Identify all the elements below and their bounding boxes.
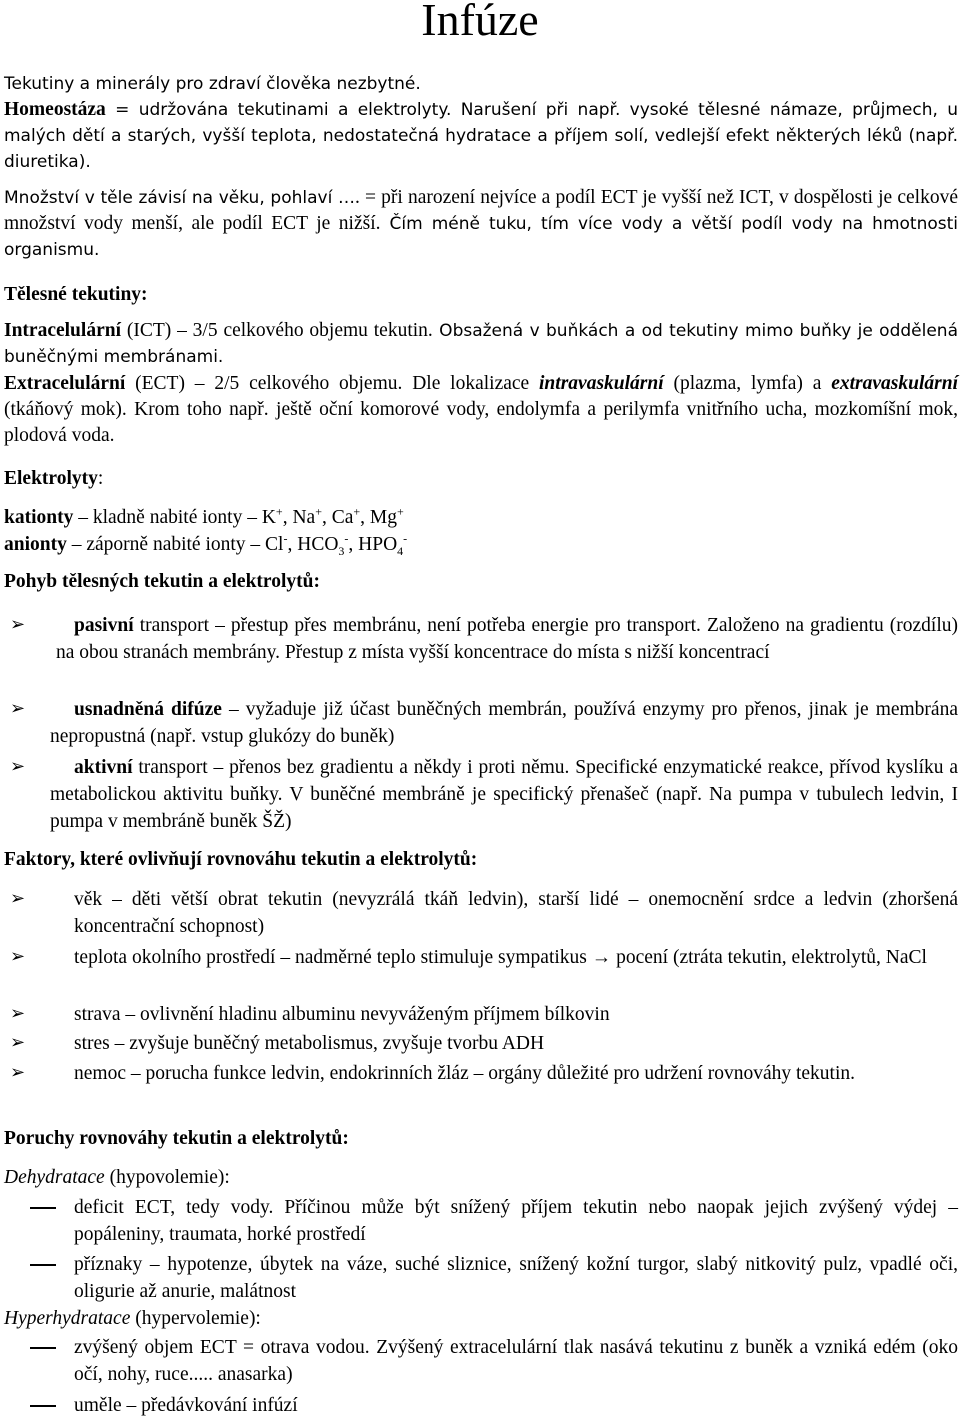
- charge-minus: -: [344, 531, 349, 546]
- charge-minus: -: [403, 531, 408, 546]
- dash-bullet-icon: [30, 1405, 56, 1407]
- charge-minus: -: [283, 531, 288, 546]
- factor-text: strava – ovlivnění hladinu albuminu nevyváženým příjmem bílkovin: [74, 1004, 610, 1025]
- hyperhydration-text: zvýšený objem ECT = otrava vodou. Zvýšený extracelulární tlak nasává tekutinu z buněk a vzniká edém (oko očí, nohy, ruce..... anasarka): [74, 1337, 958, 1385]
- dehydration-label: Dehydratace: [4, 1167, 105, 1188]
- dehydration-text: příznaky – hypotenze, úbytek na váze, suché sliznice, snížený kožní turgor, slabý nitkovitý pulz, vpadlé oči, oligurie až anurie, malátnost: [74, 1254, 958, 1302]
- icf-paragraph: [4, 318, 958, 370]
- ecf-text-2c: (tkáňový mok). Krom toho např. ještě oční komorové vody, endolymfa a perilymfa vnitřního ucha, mozkomíšní mok, plodová voda.: [4, 399, 958, 446]
- ecf-text: (ECT) – 2/5 celkového objemu.: [125, 373, 403, 394]
- page-title: Infúze: [421, 0, 539, 45]
- ecf-label: Extracelulární: [4, 373, 126, 394]
- charge-plus: +: [397, 504, 404, 519]
- amount-text-a: Množství v těle závisí na věku, pohlaví …: [4, 188, 355, 208]
- factor-text: nemoc – porucha funkce ledvin, endokrinních žláz – orgány důležité pro udržení rovnováhy tekutin.: [74, 1063, 856, 1084]
- cations-text: – kladně nabité ionty – K: [73, 507, 276, 528]
- factor-text: teplota okolního prostředí – nadměrné teplo stimuluje sympatikus → pocení (ztráta tekutin, elektrolytů, NaCl: [74, 947, 927, 968]
- dash-bullet-icon: [30, 1347, 56, 1349]
- body-fluids-heading: Tělesné tekutiny:: [4, 284, 148, 305]
- intravascular-term: intravaskulární: [539, 373, 664, 394]
- cations-label: kationty: [4, 507, 74, 528]
- dash-bullet-icon: [30, 1264, 56, 1266]
- anions-text: – záporně nabité ionty – Cl: [66, 534, 284, 555]
- anion-hco: , HCO: [287, 534, 339, 555]
- cations-line: [4, 505, 958, 531]
- amount-text-b: . = při narození nejvíce a podíl ECT je vyšší než ICT, v dospělosti je celkové množství vody menší, ale podíl ECT je nižší.: [4, 187, 958, 234]
- charge-plus: +: [353, 504, 361, 519]
- transport-label: pasivní: [74, 615, 134, 636]
- charge-plus: +: [275, 504, 283, 519]
- charge-plus: +: [315, 504, 322, 519]
- anion-hpo: , HPO: [348, 534, 398, 555]
- amount-text-c: Čím méně tuku, tím více vody a větší podíl vody na hmotnosti organismu.: [4, 214, 958, 260]
- hyperhydration-paren: (hypervolemie):: [130, 1308, 261, 1329]
- factor-text: věk – děti větší obrat tekutin (nevyzrálá tkáň ledvin), starší lidé – onemocnění srdce a ledvin (zhoršená koncentrační schopnost): [74, 889, 958, 937]
- hyperhydration-heading: [4, 1306, 958, 1332]
- ecf-text-2b: (plazma, lymfa) a: [663, 373, 832, 394]
- arrow-bullet-icon: ➢: [10, 756, 26, 777]
- arrow-bullet-icon: ➢: [10, 888, 26, 909]
- hyperhydration-label: Hyperhydratace: [4, 1308, 131, 1329]
- icf-label: Intracelulární: [4, 320, 121, 341]
- ecf-paragraph: [4, 371, 958, 449]
- arrow-bullet-icon: ➢: [10, 1032, 26, 1053]
- dash-bullet-icon: [30, 1207, 56, 1209]
- cation-na: , Na: [282, 507, 316, 528]
- subscript-4: 4: [397, 543, 404, 558]
- arrow-bullet-icon: ➢: [10, 1003, 26, 1024]
- arrow-bullet-icon: ➢: [10, 946, 26, 967]
- electrolytes-heading-colon: :: [97, 468, 104, 489]
- cation-ca: , Ca: [321, 507, 354, 528]
- transport-label: aktivní: [74, 757, 133, 778]
- hyperhydration-text: uměle – předávkování infúzí: [74, 1395, 298, 1416]
- arrow-bullet-icon: ➢: [10, 698, 26, 719]
- anions-line: [4, 532, 958, 558]
- arrow-bullet-icon: ➢: [10, 1062, 26, 1083]
- factor-text: stres – zvyšuje buněčný metabolismus, zvyšuje tvorbu ADH: [74, 1033, 545, 1054]
- cation-mg: , Mg: [360, 507, 398, 528]
- icf-text: (ICT) – 3/5 celkového objemu tekutin.: [121, 320, 433, 341]
- transport-text: transport – přenos bez gradientu a někdy i proti němu. Specifické enzymatické reakce, přívod kyslíku a metabolickou aktivitu buňky. V buněčné membráně je specifický přenašeč (např. Na pumpa v tubulech ledvin, I pumpa v membráně buněk ŠŽ): [50, 757, 958, 832]
- electrolytes-heading: [4, 466, 958, 492]
- extravascular-term: extravaskulární: [831, 373, 958, 394]
- transport-text: – vyžaduje již účast buněčných membrán, používá enzymy pro přenos, jinak je membrána nepropustná (např. vstup glukózy do buněk): [50, 699, 958, 747]
- dehydration-text: deficit ECT, tedy vody. Příčinou může být snížený příjem tekutin nebo naopak jejich zvýšený výdej – popáleniny, traumata, horké prostředí: [74, 1197, 958, 1245]
- factors-heading: Faktory, které ovlivňují rovnováhu tekutin a elektrolytů:: [4, 849, 478, 870]
- icf-text-2: Obsažená v buňkách a od tekutiny mimo buňky je oddělená buněčnými membránami.: [4, 321, 958, 367]
- homeostasis-label: Homeostáza: [4, 99, 106, 120]
- intro-line: Tekutiny a minerály pro zdraví člověka nezbytné.: [4, 74, 421, 94]
- dehydration-heading: [4, 1165, 958, 1191]
- transport-text: transport – přestup přes membránu, není potřeba energie pro transport. Založeno na gradientu (rozdílu) na obou stranách membrány. Přestup z místa vyšší koncentrace do místa s nižší koncentrací: [56, 615, 958, 663]
- movement-heading: Pohyb tělesných tekutin a elektrolytů:: [4, 571, 320, 592]
- subscript-3: 3: [338, 543, 345, 558]
- disorders-heading: Poruchy rovnováhy tekutin a elektrolytů:: [4, 1128, 349, 1149]
- transport-label: usnadněná difúze: [74, 699, 222, 720]
- anions-label: anionty: [4, 534, 67, 555]
- homeostasis-text: = udržována tekutinami a elektrolyty. Narušení při např. vysoké tělesné námaze, průjmech, u malých dětí a starých, vyšší teplota, nedostatečná hydratace a příjem solí, vedlejší efekt některých léků (např. diuretika).: [4, 100, 958, 172]
- homeostasis-paragraph: [4, 97, 958, 175]
- dehydration-paren: (hypovolemie):: [104, 1167, 230, 1188]
- amount-paragraph: [4, 185, 958, 263]
- electrolytes-heading-label: Elektrolyty: [4, 468, 98, 489]
- arrow-bullet-icon: ➢: [10, 614, 26, 635]
- ecf-text-2a: Dle lokalizace: [402, 373, 540, 394]
